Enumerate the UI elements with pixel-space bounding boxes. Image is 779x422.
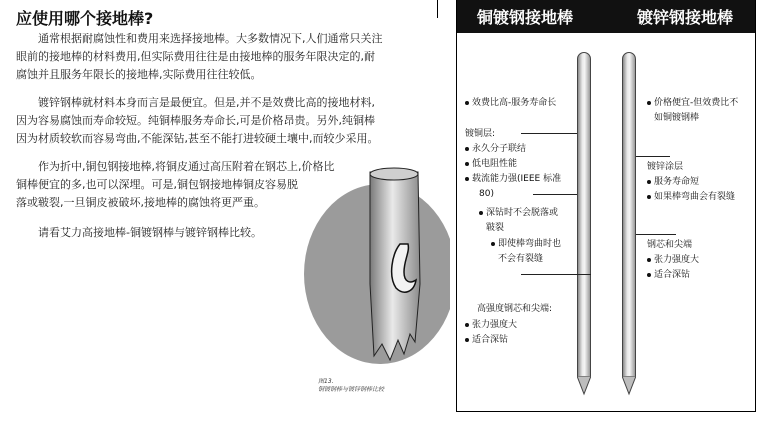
header-zinc-rod: 镀锌钢接地棒 xyxy=(637,8,734,27)
paragraph-2 xyxy=(16,94,379,148)
zinc-rod-tip xyxy=(622,376,636,396)
label-text: 如果棒弯曲会有裂缝 xyxy=(654,192,736,202)
bullet-icon xyxy=(647,195,651,199)
page-title: 应使用哪个接地棒? xyxy=(16,9,154,28)
label-text: 张力强度大 xyxy=(472,320,518,330)
bullet-icon xyxy=(647,101,651,105)
bullet-icon xyxy=(465,338,469,342)
label-text: 服务寿命短 xyxy=(654,177,700,187)
label-text: 如铜镀钢棒 xyxy=(654,113,700,123)
label-text: 载流能力强(IEEE 标准 xyxy=(472,174,562,184)
paragraph-3 xyxy=(16,158,335,212)
copper-rod-tip xyxy=(577,376,591,396)
zinc-core-group xyxy=(647,238,699,283)
copper-coating-group xyxy=(465,127,561,202)
paragraph-line: 因为材质较软而容易弯曲,不能深钻,甚至不能打进较硬土壤中,而较少采用。 xyxy=(16,132,379,145)
paragraph-line: 落或皲裂,一旦铜皮被破坏,接地棒的腐蚀将更严重。 xyxy=(16,196,265,209)
paragraph-line: 通常根据耐腐蚀性和费用来选择接地棒。大多数情况下,人们通常只关注 xyxy=(38,32,383,45)
paragraph-4 xyxy=(16,224,262,242)
label-text: 深钻时不会脱落或 xyxy=(486,208,559,218)
label-text: 低电阻性能 xyxy=(472,159,518,169)
leader-line xyxy=(636,234,676,235)
bullet-icon xyxy=(465,162,469,166)
bullet-icon xyxy=(647,258,651,262)
rod-top-face xyxy=(370,168,418,180)
divider-line xyxy=(437,0,438,18)
galvanized-rod xyxy=(622,52,636,377)
header-copper-rod: 铜镀钢接地棒 xyxy=(477,8,574,27)
leader-line xyxy=(636,156,670,157)
zinc-label-top xyxy=(647,96,738,126)
label-text: 效费比高-服务寿命长 xyxy=(472,98,557,108)
copper-core-points xyxy=(465,318,517,348)
copper-core-group xyxy=(477,302,552,317)
paragraph-line: 作为折中,铜包钢接地棒,将铜皮通过高压附着在钢芯上,价格比 xyxy=(38,160,335,173)
label-text: 价格便宜-但效费比不 xyxy=(654,98,739,108)
paragraph-line: 铜棒便宜的多,也可以深埋。可是,铜包钢接地棒铜皮容易脱 xyxy=(16,178,298,191)
zinc-coating-group xyxy=(647,160,735,205)
group-title: 钢芯和尖端 xyxy=(647,240,693,250)
paragraph-line: 镀锌钢棒就材料本身而言是最便宜。但是,并不是效费比高的接地材料, xyxy=(38,96,375,109)
copper-no-crack xyxy=(479,206,558,236)
paragraph-line: 因为容易腐蚀而寿命较短。纯铜棒服务寿命长,可是价格昂贵。另外,纯铜棒 xyxy=(16,114,375,127)
figure-title: 铜镀钢棒与镀锌钢棒比较 xyxy=(318,386,385,393)
bullet-icon xyxy=(465,101,469,105)
label-text: 皲裂 xyxy=(486,223,505,233)
bullet-icon xyxy=(647,273,651,277)
paragraph-line: 眼前的接地棒的材料费用,但实际费用往往是由接地棒的服务年限决定的,耐 xyxy=(16,50,375,63)
label-text: 适合深钻 xyxy=(654,270,691,280)
group-title: 镀锌涂层 xyxy=(647,162,684,172)
label-text: 即使棒弯曲时也 xyxy=(498,239,562,249)
label-text: 张力强度大 xyxy=(654,255,700,265)
bullet-icon xyxy=(465,323,469,327)
paragraph-1 xyxy=(16,30,383,84)
label-text: 永久分子联结 xyxy=(472,144,527,154)
figure-caption xyxy=(318,378,384,394)
bullet-icon xyxy=(465,177,469,181)
figure-number: 图13. xyxy=(318,378,334,385)
label-text: 适合深钻 xyxy=(472,335,509,345)
rod-cutaway-illustration xyxy=(300,164,450,374)
leader-line xyxy=(521,274,591,275)
copper-no-bend xyxy=(491,237,561,267)
bullet-icon xyxy=(491,242,495,246)
label-text: 80) xyxy=(479,189,494,199)
label-text: 不会有裂缝 xyxy=(498,254,544,264)
bullet-icon xyxy=(647,180,651,184)
bullet-icon xyxy=(465,147,469,151)
group-title: 镀铜层: xyxy=(465,129,496,139)
paragraph-line: 腐蚀并且服务年限长的接地棒,实际费用往往较低。 xyxy=(16,68,262,81)
copper-clad-rod xyxy=(577,52,591,377)
comparison-panel xyxy=(456,0,756,412)
group-title: 高强度钢芯和尖端: xyxy=(477,304,553,314)
paragraph-line: 请看艾力高接地棒-铜镀钢棒与镀锌钢棒比较。 xyxy=(38,226,262,239)
copper-label-top xyxy=(465,96,556,111)
bullet-icon xyxy=(479,211,483,215)
panel-header xyxy=(457,0,755,33)
